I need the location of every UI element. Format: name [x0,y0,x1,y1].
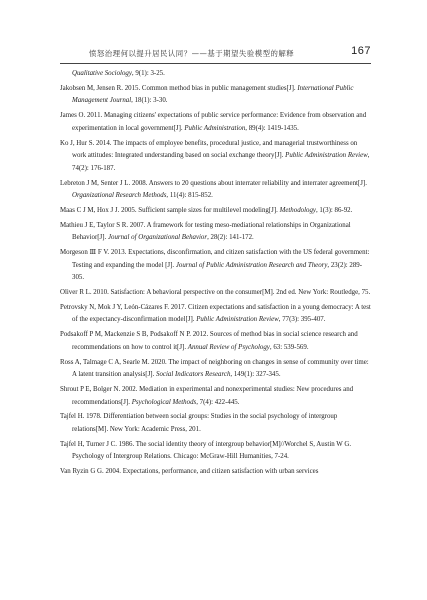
reference-citation: Maas C J M, Hox J J. 2005. Sufficient sample sizes for multilevel modeling[J]. [60,206,280,214]
reference-citation: Van Ryzin G G. 2004. Expectations, performance, and citizen satisfaction with urban services [60,468,319,476]
header-rule [60,63,371,64]
reference-entry [60,384,373,409]
reference-source-details: , 18(1): 3-30. [131,97,168,105]
reference-entry [60,329,373,354]
reference-list [60,68,373,481]
running-title: 愤怒治理何以提升居民认同？——基于期望失验模型的解释 [89,49,295,58]
page-number: 167 [351,45,371,57]
reference-source-title: Methodology [279,206,316,214]
reference-entry [60,68,373,81]
reference-citation: Mathieu J E, Taylor S R. 2007. A framework for testing meso-mediational relationships in Organizational Behavior[J]. [60,221,351,242]
running-head [60,47,371,61]
reference-source-title: Public Administration Review [196,316,279,324]
reference-entry [60,439,373,464]
reference-entry [60,138,373,176]
reference-citation: Podsakoff P M, Mackenzie S B, Podsakoff N P. 2012. Sources of method bias in social science research and recommendations on how to control it[J]. [60,331,358,351]
reference-source-details: , 63: 539-569. [269,343,309,351]
reference-entry [60,178,373,203]
reference-source-details: , 28(2): 141-172. [207,234,254,242]
reference-source-title: Organizational Research Methods [72,192,167,200]
reference-source-details: , 74(2): 176-187. [72,152,370,172]
reference-citation: Lebreton J M, Senter J L. 2008. Answers to 20 questions about interrater reliability and interrater agreement[J]. [60,179,367,187]
reference-source-title: International Public Management Journal [72,84,354,105]
reference-entry [60,466,373,479]
reference-source-title: Journal of Public Administration Research and Theory [175,261,328,269]
reference-source-title: Psychological Methods [131,398,197,406]
reference-citation: Ross A, Talmage C A, Searle M. 2020. The impact of neighboring on changes in sense of community over time: A latent transition analysis[J]. [60,358,369,379]
reference-source-details: , 23(2): 289-305. [72,261,363,282]
reference-citation: Tajfel H, Turner J C. 1986. The social identity theory of intergroup behavior[M]//Worchel S, Austin W G. Psychology of Intergroup Relations. Chicago: McGraw-Hill Humanities, 7-24. [60,440,352,461]
reference-citation: Tajfel H. 1978. Differentiation between social groups: Studies in the social psychology of intergroup relations[M]. New York: Academic Press, 201. [60,413,338,433]
reference-source-details: , 7(4): 422-445. [196,398,240,406]
reference-entry [60,205,373,218]
reference-citation: Shrout P E, Bolger N. 2002. Mediation in experimental and nonexperimental studies: New procedures and recommendations[J]. [60,385,354,406]
reference-entry [60,302,373,327]
reference-source-title: Annual Review of Psychology [187,343,270,351]
reference-source-details: , 1(3): 86-92. [315,206,353,214]
reference-source-details: , 11(4): 815-852. [166,192,213,200]
reference-source-details: , 77(3): 395-407. [278,316,326,324]
reference-source-details: , 149(1): 327-345. [230,371,281,379]
reference-citation: Ko J, Hur S. 2014. The impacts of employee benefits, procedural justice, and managerial trustworthiness on work attitudes: Integrated understanding based on social exchange theory[J]. [60,139,358,160]
reference-entry [60,287,373,300]
reference-citation: Jakobsen M, Jensen R. 2015. Common method bias in public management studies[J]. [60,84,298,92]
reference-citation: Oliver R L. 2010. Satisfaction: A behavioral perspective on the consumer[M]. 2nd ed. New York: Routledge, 75. [60,289,371,296]
reference-source-title: Journal of Organizational Behavior [107,234,208,242]
reference-entry [60,83,373,108]
reference-entry [60,110,373,135]
reference-source-title: Public Administration Review [285,152,368,160]
reference-entry [60,247,373,285]
reference-entry [60,220,373,245]
reference-citation: Morgeson Ⅲ F V. 2013. Expectations, disconfirmation, and citizen satisfaction with the US federal government: Testing and expanding the model [J]. [60,249,370,269]
reference-source-title: Qualitative Sociology [72,70,132,77]
reference-entry [60,411,373,436]
reference-citation: James O. 2011. Managing citizens' expectations of public service performance: Evidence from observation and experimentation in local government[J]. [60,112,367,132]
reference-entry [60,357,373,382]
reference-source-title: Social Indicators Research [156,371,231,379]
reference-source-details: , 9(1): 3-25. [131,70,165,77]
reference-source-title: Public Administration [184,124,246,132]
reference-citation: Petrovsky N, Mok J Y, León-Cázares F. 2017. Citizen expectations and satisfaction in a young democracy: A test of the expectancy-disconfirmation model[J]. [60,303,371,324]
reference-source-details: , 89(4): 1419-1435. [245,124,299,132]
